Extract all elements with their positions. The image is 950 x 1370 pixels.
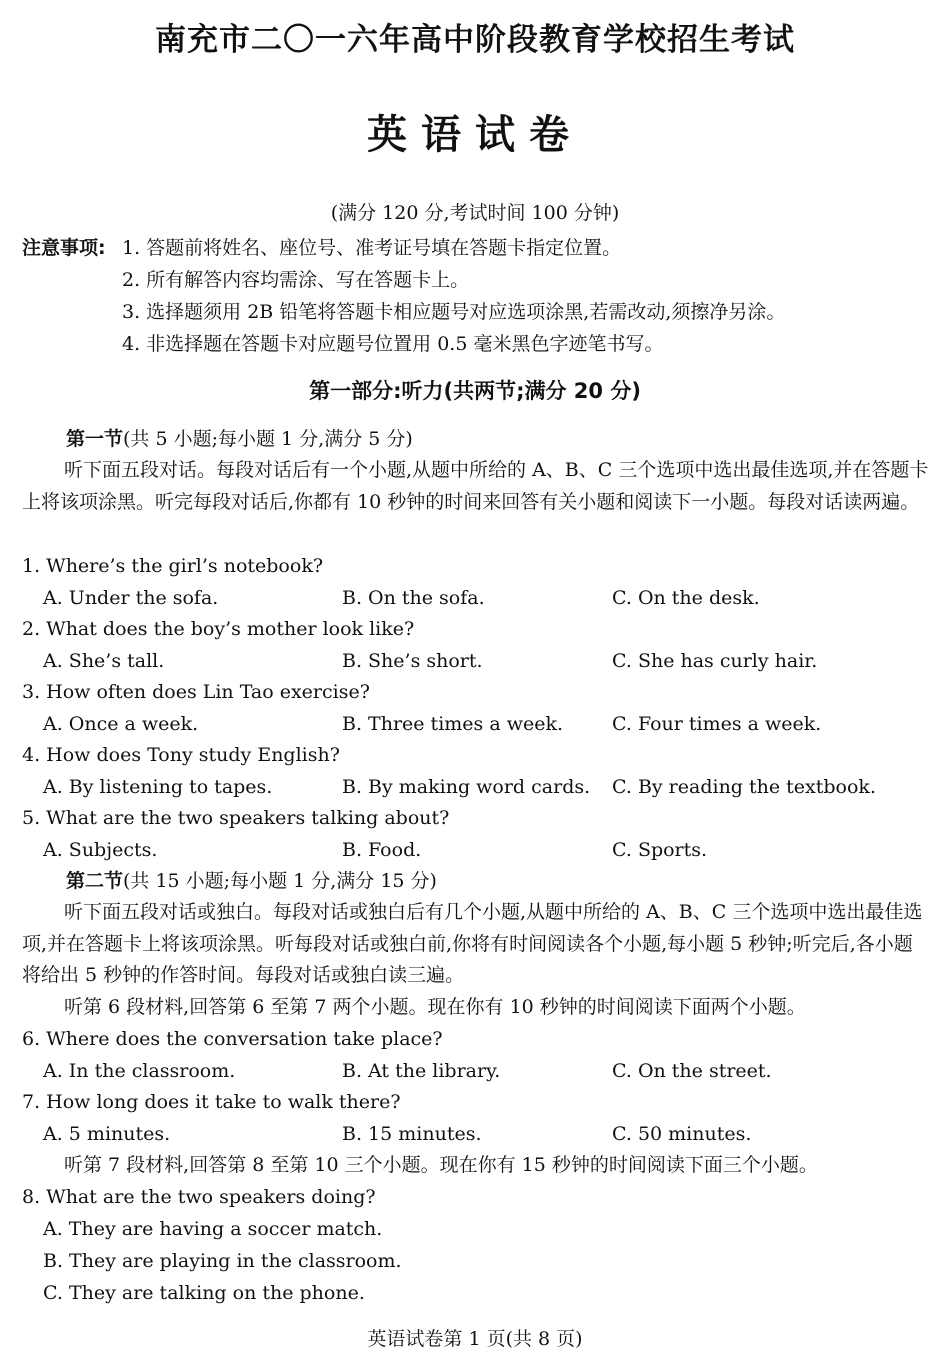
question-3: 3. How often does Lin Tao exercise? <box>22 681 370 703</box>
q6-option-b: B. At the library. <box>342 1060 501 1082</box>
q3-option-c: C. Four times a week. <box>612 713 822 735</box>
q5-option-a: A. Subjects. <box>43 839 158 861</box>
note-item-2: 2. 所有解答内容均需涂、写在答题卡上。 <box>122 269 470 291</box>
notes-label: 注意事项: <box>22 237 106 259</box>
question-2: 2. What does the boy’s mother look like? <box>22 618 415 640</box>
section1-heading-bold: 第一节 <box>66 428 124 450</box>
section1-heading <box>66 426 413 452</box>
section2-heading <box>66 868 437 894</box>
question-5: 5. What are the two speakers talking about? <box>22 807 450 829</box>
q4-option-a: A. By listening to tapes. <box>43 776 273 798</box>
q7-option-c: C. 50 minutes. <box>612 1123 752 1145</box>
q5-option-b: B. Food. <box>342 839 422 861</box>
question-4: 4. How does Tony study English? <box>22 744 340 766</box>
q1-option-b: B. On the sofa. <box>342 587 485 609</box>
question-6: 6. Where does the conversation take place? <box>22 1028 443 1050</box>
note-item-3: 3. 选择题须用 2B 铅笔将答题卡相应题号对应选项涂黑,若需改动,须擦净另涂。 <box>122 301 786 323</box>
q7-option-a: A. 5 minutes. <box>43 1123 171 1145</box>
q8-option-a: A. They are having a soccer match. <box>43 1218 383 1240</box>
q4-option-b: B. By making word cards. <box>342 776 591 798</box>
material-7-instructions: 听第 7 段材料,回答第 8 至第 10 三个小题。现在你有 15 秒钟的时间阅读下面三个小题。 <box>64 1154 818 1176</box>
material-6-instructions: 听第 6 段材料,回答第 6 至第 7 两个小题。现在你有 10 秒钟的时间阅读下面两个小题。 <box>64 996 806 1018</box>
q1-option-c: C. On the desk. <box>612 587 760 609</box>
q8-option-b: B. They are playing in the classroom. <box>43 1250 402 1272</box>
part1-heading: 第一部分:听力(共两节;满分 20 分) <box>309 379 641 403</box>
q5-option-c: C. Sports. <box>612 839 708 861</box>
q2-option-a: A. She’s tall. <box>43 650 165 672</box>
question-1: 1. Where’s the girl’s notebook? <box>22 555 324 577</box>
question-8: 8. What are the two speakers doing? <box>22 1186 376 1208</box>
q8-option-c: C. They are talking on the phone. <box>43 1282 365 1304</box>
section1-instructions: 听下面五段对话。每段对话后有一个小题,从题中所给的 A、B、C 三个选项中选出最佳选项,并在答题卡上将该项涂黑。听完每段对话后,你都有 10 秒钟的时间来回答有关小题和阅读下一小题。每段对话读两遍。 <box>22 459 929 513</box>
q3-option-b: B. Three times a week. <box>342 713 563 735</box>
section2-instructions: 听下面五段对话或独白。每段对话或独白后有几个小题,从题中所给的 A、B、C 三个选项中选出最佳选项,并在答题卡上将该项涂黑。听每段对话或独白前,你将有时间阅读各个小题,每小题 5 秒钟;听完后,各小题将给出 5 秒钟的作答时间。每段对话或独白读三遍。 <box>22 901 923 987</box>
exam-title: 南充市二〇一六年高中阶段教育学校招生考试 <box>155 22 795 58</box>
q3-option-a: A. Once a week. <box>43 713 199 735</box>
q7-option-b: B. 15 minutes. <box>342 1123 482 1145</box>
q6-option-c: C. On the street. <box>612 1060 772 1082</box>
note-item-4: 4. 非选择题在答题卡对应题号位置用 0.5 毫米黑色字迹笔书写。 <box>122 333 664 355</box>
q4-option-c: C. By reading the textbook. <box>612 776 876 798</box>
page-footer: 英语试卷第 1 页(共 8 页) <box>367 1328 583 1350</box>
q2-option-c: C. She has curly hair. <box>612 650 818 672</box>
section2-heading-rest: (共 15 小题;每小题 1 分,满分 15 分) <box>123 870 437 892</box>
section2-heading-bold: 第二节 <box>66 870 124 892</box>
note-item-1: 1. 答题前将姓名、座位号、准考证号填在答题卡指定位置。 <box>122 237 622 259</box>
q6-option-a: A. In the classroom. <box>43 1060 236 1082</box>
question-7: 7. How long does it take to walk there? <box>22 1091 401 1113</box>
section1-heading-rest: (共 5 小题;每小题 1 分,满分 5 分) <box>123 428 413 450</box>
exam-subtitle: 英语试卷 <box>367 112 583 158</box>
q2-option-b: B. She’s short. <box>342 650 483 672</box>
q1-option-a: A. Under the sofa. <box>43 587 219 609</box>
score-note: (满分 120 分,考试时间 100 分钟) <box>330 202 620 224</box>
